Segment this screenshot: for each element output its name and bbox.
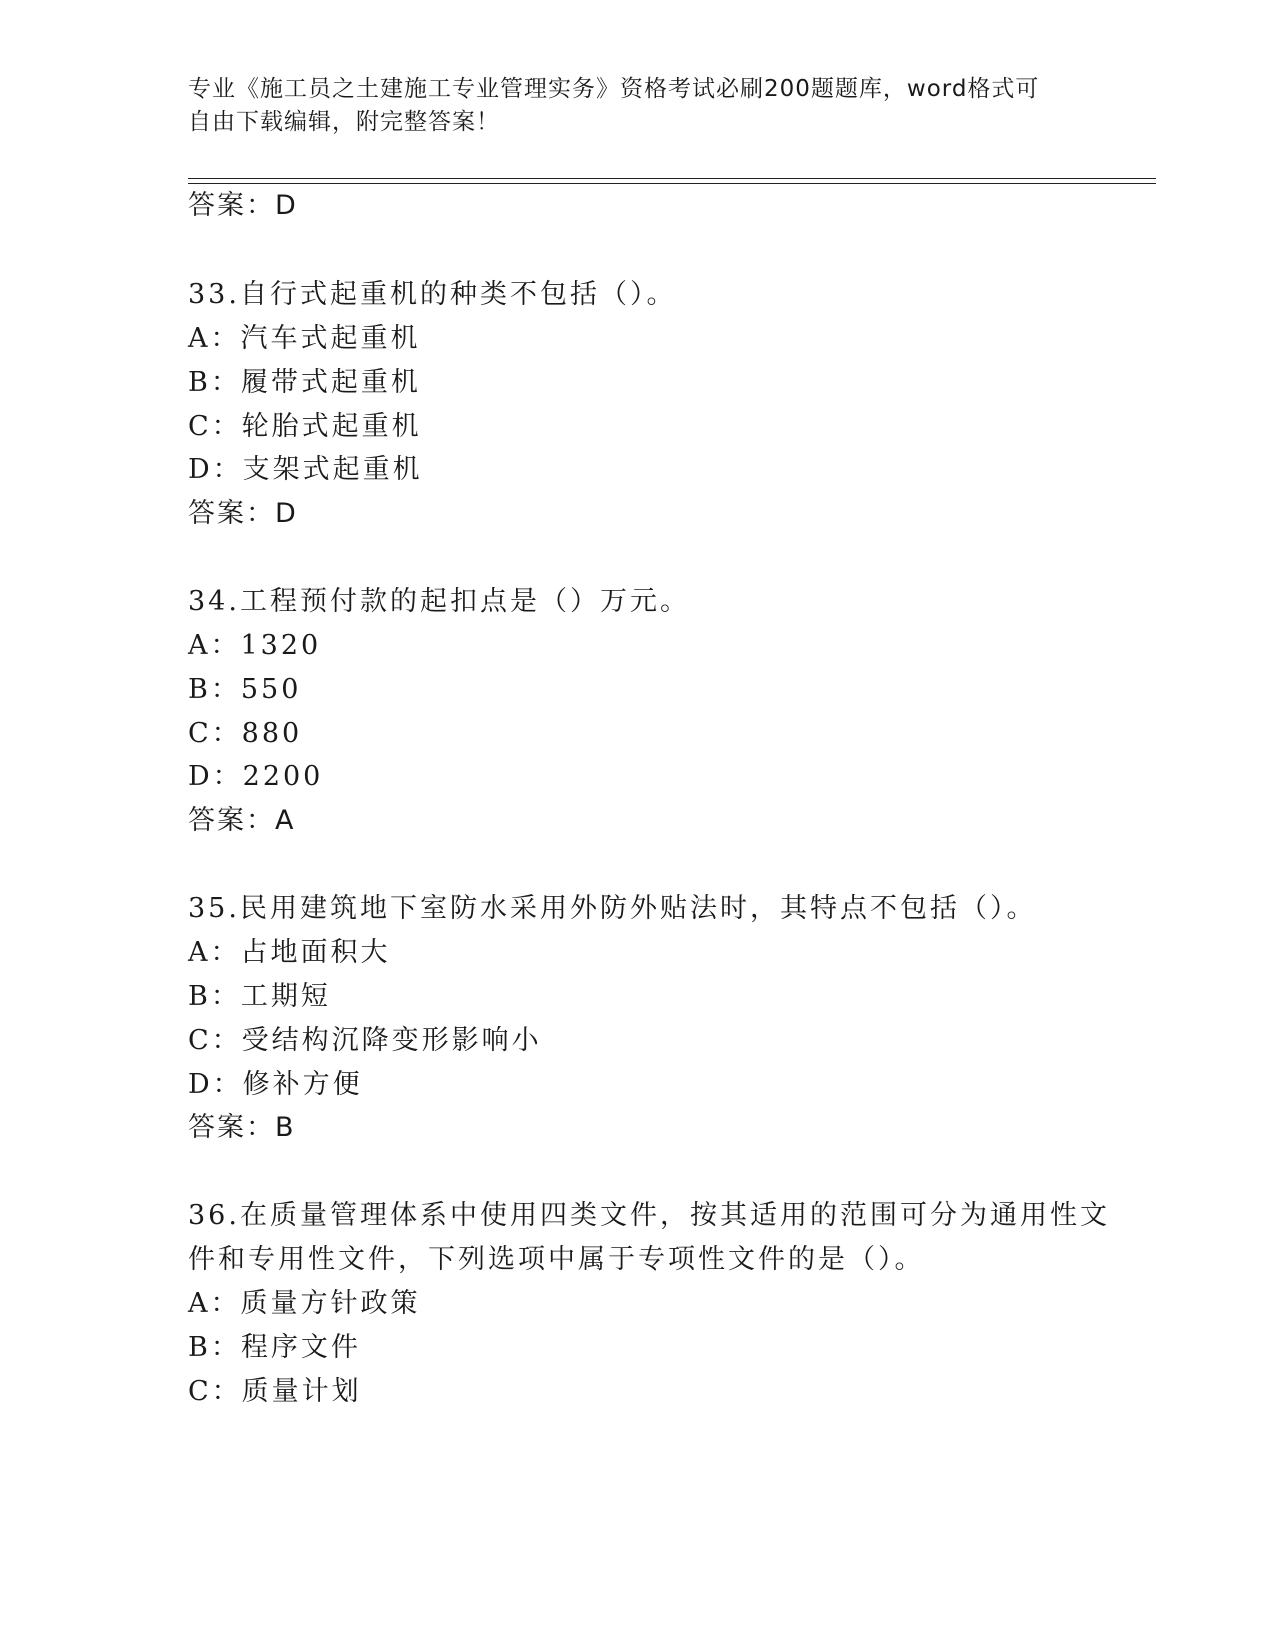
question-36-stem-line-1: 36.在质量管理体系中使用四类文件，按其适用的范围可分为通用性文 [188, 1200, 1110, 1231]
question-34-option-a: A：1320 [188, 630, 322, 661]
question-36-stem-line-2: 件和专用性文件，下列选项中属于专项性文件的是（）。 [188, 1244, 925, 1275]
question-36-option-c: C：质量计划 [188, 1376, 362, 1407]
header-divider-top [188, 178, 1156, 179]
question-35-stem: 35.民用建筑地下室防水采用外防外贴法时，其特点不包括（）。 [188, 893, 1037, 924]
question-36-option-b: B：程序文件 [188, 1332, 361, 1363]
previous-answer: 答案：D [188, 190, 298, 221]
question-33-option-d: D：支架式起重机 [188, 454, 423, 485]
header-line-2: 自由下载编辑，附完整答案！ [188, 109, 500, 135]
document-header [188, 73, 1068, 139]
question-35-option-a: A：占地面积大 [188, 937, 391, 968]
question-34-option-c: C：880 [188, 718, 303, 749]
question-35-option-d: D：修补方便 [188, 1069, 363, 1100]
question-34-option-d: D：2200 [188, 761, 324, 792]
question-35-option-c: C：受结构沉降变形影响小 [188, 1025, 542, 1056]
header-divider-bottom [188, 183, 1156, 184]
header-line-1: 专业《施工员之土建施工专业管理实务》资格考试必刷200题题库，word格式可 [188, 76, 1040, 102]
question-34-stem: 34.工程预付款的起扣点是（）万元。 [188, 586, 690, 617]
question-34-option-b: B：550 [188, 674, 302, 705]
question-33-option-a: A：汽车式起重机 [188, 323, 421, 354]
question-35-answer: 答案：B [188, 1112, 296, 1143]
question-36-option-a: A：质量方针政策 [188, 1288, 421, 1319]
question-33-option-b: B：履带式起重机 [188, 367, 421, 398]
question-33-stem: 33.自行式起重机的种类不包括（）。 [188, 279, 677, 310]
question-35-option-b: B：工期短 [188, 981, 331, 1012]
question-33-option-c: C：轮胎式起重机 [188, 411, 422, 442]
question-34-answer: 答案：A [188, 805, 296, 836]
question-33-answer: 答案：D [188, 498, 298, 529]
